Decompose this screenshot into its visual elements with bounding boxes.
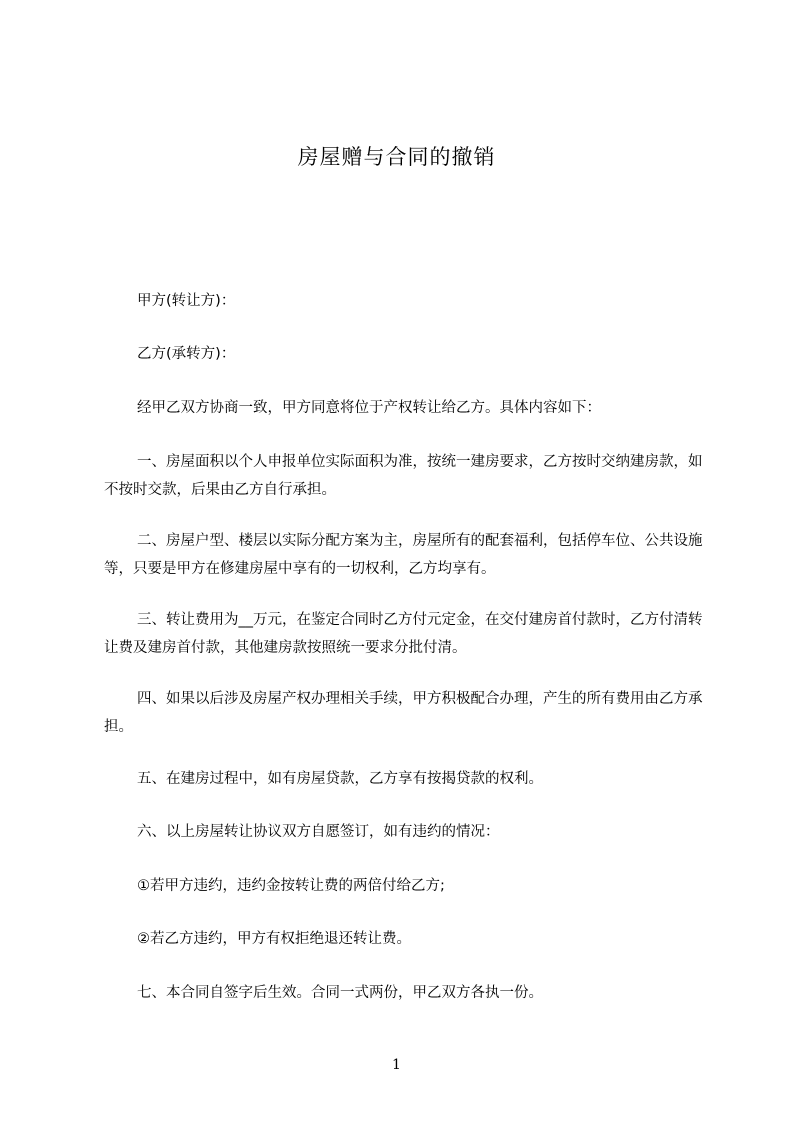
clause-1: 一、房屋面积以个人申报单位实际面积为准，按统一建房要求，乙方按时交纳建房款，如不按时交款，后果由乙方自行承担。 [104, 454, 703, 498]
party-b-line: 乙方(承转方)： [137, 346, 236, 362]
page-number: 1 [392, 1057, 401, 1073]
clause-4: 四、如果以后涉及房屋产权办理相关手续，甲方积极配合办理，产生的所有费用由乙方承担。 [104, 691, 703, 735]
intro-paragraph: 经甲乙双方协商一致，甲方同意将位于产权转让给乙方。具体内容如下： [137, 400, 601, 416]
clause-2: 二、房屋户型、楼层以实际分配方案为主，房屋所有的配套福利，包括停车位、公共设施等，只要是甲方在修建房屋中享有的一切权利，乙方均享有。 [104, 533, 703, 577]
breach-clause-1: ①若甲方违约，违约金按转让费的两倍付给乙方; [137, 878, 445, 894]
document-title: 房屋赠与合同的撤销 [297, 145, 496, 169]
clause-3: 三、转让费用为__万元，在鉴定合同时乙方付元定金，在交付建房首付款时，乙方付清转让费及建房首付款，其他建房款按照统一要求分批付清。 [104, 612, 703, 656]
clause-6: 六、以上房屋转让协议双方自愿签订，如有违约的情况： [137, 824, 500, 840]
breach-clause-2: ②若乙方违约，甲方有权拒绝退还转让费。 [137, 931, 411, 947]
party-a-line: 甲方(转让方)： [137, 293, 236, 309]
clause-5: 五、在建房过程中，如有房屋贷款，乙方享有按揭贷款的权利。 [137, 771, 543, 787]
clause-7: 七、本合同自签字后生效。合同一式两份，甲乙双方各执一份。 [137, 985, 543, 1001]
